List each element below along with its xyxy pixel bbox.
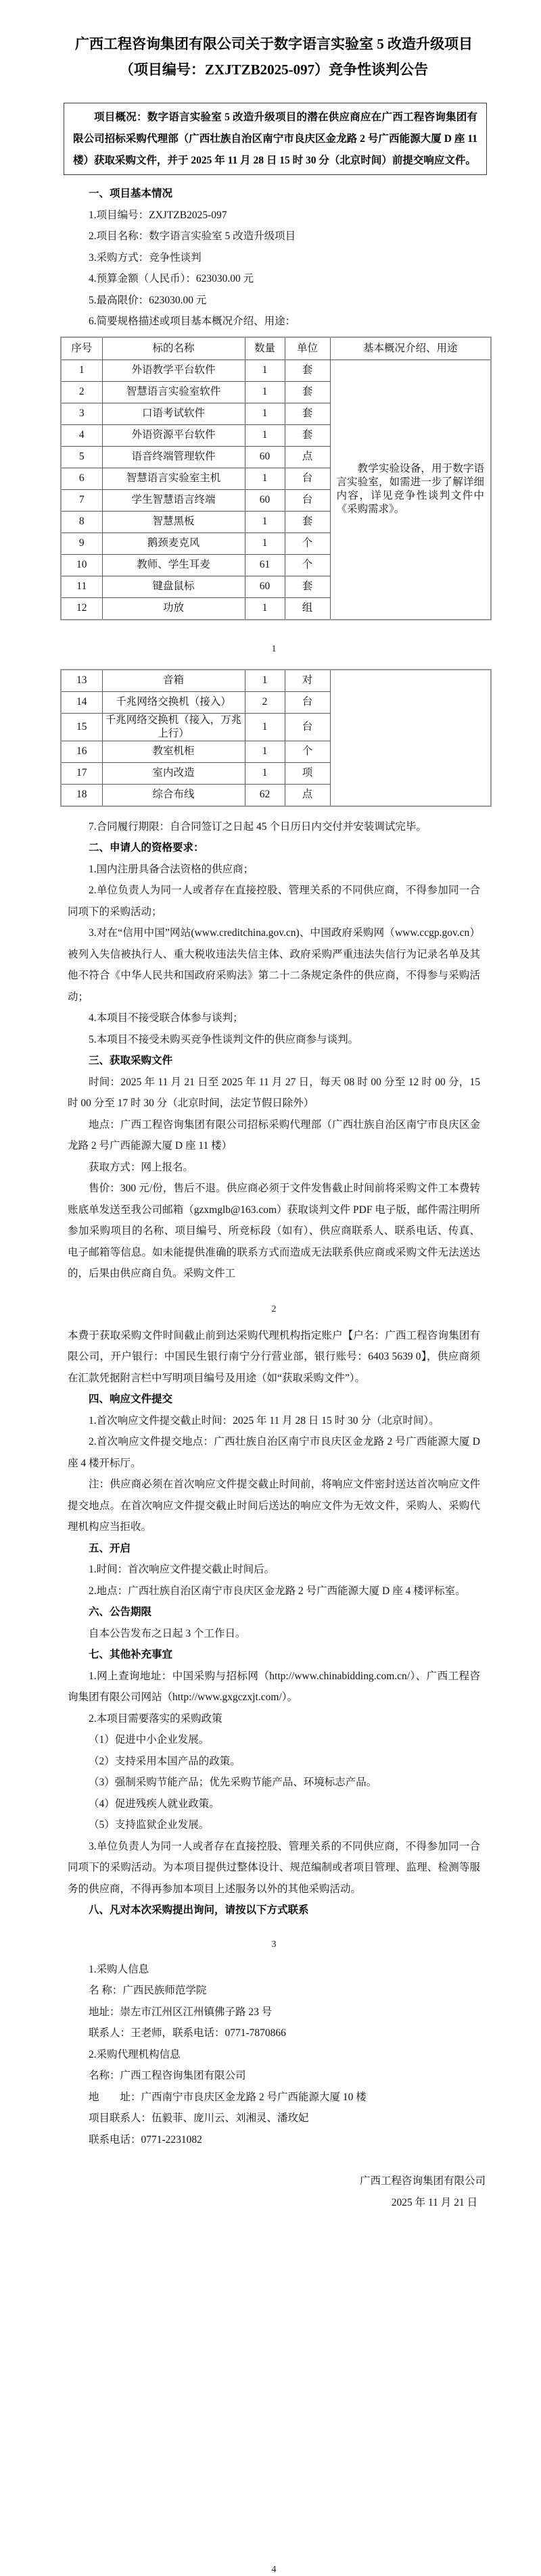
paragraph: （5）支持监狱企业发展。: [89, 1819, 210, 1831]
table-row: [61, 670, 491, 692]
paragraph: 名称：广西工程咨询集团有限公司: [89, 2070, 246, 2081]
table-cell: 4: [61, 424, 102, 446]
section-heading: 五、开启: [89, 1542, 131, 1554]
table-cell: 8: [61, 511, 102, 532]
table-cell: 15: [61, 713, 102, 741]
paragraph: 5.本项目不接受未购买竞争性谈判文件的供应商参与谈判。: [89, 1033, 359, 1045]
table-cell: 14: [61, 691, 102, 713]
table-cell: 1: [245, 424, 285, 446]
table-cell: 套: [285, 360, 330, 381]
table-cell: 3: [61, 403, 102, 424]
table-cell: 10: [61, 554, 102, 576]
section-basic-info: [68, 183, 480, 332]
table-cell: 教室机柜: [102, 741, 245, 762]
table-cell: 口语考试软件: [102, 403, 245, 424]
paragraph: 注：供应商必须在首次响应文件提交截止时间前，将响应文件密封送达首次响应文件提交地点。在首次响应文件提交截止时间后送达的响应文件为无效文件，采购人、采购代理机构应当拒收。: [68, 1479, 480, 1533]
paragraph: 6.简要规格描述或项目基本概况介绍、用途：: [89, 316, 296, 327]
paragraph: 1.项目编号：ZXJTZB2025-097: [89, 209, 227, 221]
paragraph: 联系人：王老师，联系电话：0771-7870866: [89, 2027, 286, 2039]
table-cell: 台: [285, 489, 330, 511]
paragraph: 地 址：广西南宁市良庆区金龙路 2 号广西能源大厦 10 楼: [89, 2091, 367, 2103]
section-submission-opening-other: [68, 1325, 480, 1921]
paragraph: 1.网上查询地址：中国采购与招标网（http://www.chinabidding.com.cn/）、广西工程咨询集团有限公司网站（http://www.gxgczxjt.com/）。: [68, 1670, 480, 1703]
table-cell: 60: [245, 489, 285, 511]
table-cell: 9: [61, 532, 102, 554]
paragraph: （3）强制采购节能产品；优先采购节能产品、环境标志产品。: [89, 1777, 377, 1788]
table-cell: 2: [245, 691, 285, 713]
page-number-1: 1: [271, 643, 277, 654]
table-cell: 功放: [102, 597, 245, 620]
section-heading: 七、其他补充事宜: [89, 1649, 173, 1660]
paragraph: 获取方式：网上报名。: [89, 1161, 194, 1173]
table-cell: 组: [285, 597, 330, 620]
table-cell: 套: [285, 424, 330, 446]
table-cell: 套: [285, 381, 330, 403]
paragraph: 1.首次响应文件提交截止时间：2025 年 11 月 28 日 15 时 30 分（北京时间）。: [89, 1414, 440, 1427]
paragraph: 3.采购方式：竞争性谈判: [89, 251, 202, 264]
table-cell: 智慧语言实验室软件: [102, 381, 245, 403]
paragraph: 2.本项目需要落实的采购政策: [89, 1712, 222, 1725]
section-heading: 八、凡对本次采购提出询问，请按以下方式联系: [89, 1904, 309, 1916]
table-cell: 教师、学生耳麦: [102, 554, 245, 576]
table-cell: 6: [61, 468, 102, 489]
table-note-cell: [330, 670, 491, 806]
table-cell: 1: [245, 532, 285, 554]
table-cell: 套: [285, 403, 330, 424]
table-note-cell: 教学实验设备，用于数字语言实验室，如需进一步了解详细内容，详见竞争性谈判文件中《采购需求》。: [330, 360, 491, 620]
signature-company: 广西工程咨询集团有限公司: [359, 2175, 486, 2187]
table-cell: 1: [245, 360, 285, 381]
paragraph: 2.采购代理机构信息: [89, 2048, 181, 2060]
paragraph: 4.本项目不接受联合体参与谈判；: [89, 1012, 243, 1024]
paragraph: 自本公告发布之日起 3 个工作日。: [89, 1627, 246, 1639]
table-cell: 千兆网络交换机（接入）: [102, 691, 245, 713]
table-cell: 对: [285, 670, 330, 692]
table-cell: 键盘鼠标: [102, 576, 245, 597]
table-cell: 1: [245, 597, 285, 620]
table-cell: 点: [285, 446, 330, 468]
goods-table-part1: [60, 337, 492, 620]
paragraph: （2）支持采用本国产品的政策。: [89, 1755, 241, 1767]
paragraph: 时间：2025 年 11 月 21 日至 2025 年 11 月 27 日，每天 08 时 00 分至 12 时 00 分，15 时 00 分至 17 时 30 分（北京时间，法定节假日除外）: [68, 1076, 480, 1109]
paragraph: 2.地点：广西壮族自治区南宁市良庆区金龙路 2 号广西能源大厦 D 座 4 楼评标室。: [89, 1585, 466, 1597]
signature-block: [68, 2171, 486, 2214]
table-cell: 音箱: [102, 670, 245, 692]
paragraph: 1.采购人信息: [89, 1963, 149, 1975]
paragraph: 项目联系人：伍毅菲、庞川云、刘湘灵、潘玫妃: [89, 2112, 309, 2124]
paragraph: 本费于获取采购文件时间截止前到达采购代理机构指定账户【户名：广西工程咨询集团有限公司，开户银行：中国民生银行南宁分行营业部，银行账号：6403 5639 0】，供应商须在汇款凭据附言栏中写明项目编号及用途（如“获取采购文件”）。: [68, 1329, 480, 1384]
goods-table-part2: [60, 669, 492, 807]
signature-date: 2025 年 11 月 21 日: [391, 2197, 477, 2208]
table-cell: 项: [285, 762, 330, 784]
paragraph: 2.首次响应文件提交地点：广西壮族自治区南宁市良庆区金龙路 2 号广西能源大厦 D 座 4 楼开标厅。: [68, 1436, 480, 1469]
table-row: [61, 360, 491, 381]
paragraph: 4.预算金额（人民币）：623030.00 元: [89, 273, 254, 284]
table-header-cell: 标的名称: [102, 337, 245, 360]
table-cell: 台: [285, 691, 330, 713]
table-cell: 1: [245, 468, 285, 489]
section-heading: 一、项目基本情况: [89, 188, 173, 199]
table-cell: 1: [245, 381, 285, 403]
project-overview-text: 项目概况：数字语言实验室 5 改造升级项目的潜在供应商应在广西工程咨询集团有限公司招标采购代理部（广西壮族自治区南宁市良庆区金龙路 2 号广西能源大厦 D 座 11 楼）获取采购文件，并于 2025 年 11 月 28 日 15 时 30 分（北京时间）前提交响应文件。: [73, 112, 477, 166]
paragraph: 1.时间：首次响应文件提交截止时间后。: [89, 1564, 275, 1575]
table-cell: 室内改造: [102, 762, 245, 784]
page-number-2: 2: [271, 1304, 277, 1314]
table-header-cell: 数量: [245, 337, 285, 360]
document-title: [68, 31, 480, 82]
table-cell: 智慧语言实验室主机: [102, 468, 245, 489]
page-number-3: 3: [271, 1939, 277, 1950]
table-cell: 1: [61, 360, 102, 381]
table-cell: 智慧黑板: [102, 511, 245, 532]
table-cell: 外语资源平台软件: [102, 424, 245, 446]
table-cell: 点: [285, 784, 330, 806]
paragraph: 地点：广西工程咨询集团有限公司招标采购代理部（广西壮族自治区南宁市良庆区金龙路 2 号广西能源大厦 D 座 11 楼）: [68, 1118, 480, 1151]
table-cell: 外语教学平台软件: [102, 360, 245, 381]
paragraph: 2.项目名称：数字语言实验室 5 改造升级项目: [89, 230, 296, 242]
table-header-row: [61, 337, 491, 360]
section-contacts: [68, 1959, 480, 2151]
title-line-2: （项目编号：ZXJTZB2025-097）竞争性谈判公告: [119, 61, 429, 78]
table-cell: 62: [245, 784, 285, 806]
table-cell: 个: [285, 532, 330, 554]
paragraph: （1）促进中小企业发展。: [89, 1734, 210, 1745]
table-cell: 17: [61, 762, 102, 784]
table-cell: 鹅颈麦克风: [102, 532, 245, 554]
paragraph: 名 称：广西民族师范学院: [89, 1985, 207, 1996]
table-cell: 11: [61, 576, 102, 597]
table-header-cell: 单位: [285, 337, 330, 360]
title-line-1: 广西工程咨询集团有限公司关于数字语言实验室 5 改造升级项目: [75, 36, 473, 52]
table-cell: 1: [245, 741, 285, 762]
section-heading: 六、公告期限: [89, 1606, 152, 1618]
section-heading: 四、响应文件提交: [89, 1393, 173, 1405]
paragraph: 5.最高限价：623030.00 元: [89, 294, 207, 306]
table-cell: 1: [245, 670, 285, 692]
paragraph: 联系电话：0771-2231082: [89, 2133, 202, 2146]
table-cell: 5: [61, 446, 102, 468]
table-cell: 7: [61, 489, 102, 511]
table-cell: 综合布线: [102, 784, 245, 806]
table-cell: 1: [245, 762, 285, 784]
paragraph: 地址：崇左市江州区江州镇佛子路 23 号: [89, 2006, 273, 2018]
table-cell: 18: [61, 784, 102, 806]
paragraph: 售价：300 元/份，售后不退。供应商必须于文件发售截止时间前将采购文件工本费转账底单发送至我公司邮箱（gzxmglb@163.com）获取谈判文件 PDF 电子版，邮件需注明所参加采购项目的名称、项目编号、所竞标段（如有）、供应商联系人、联系电话、传真、电子邮箱等信息。如未能提供准确的联系方式而造成无法联系供应商或采购文件无法送达的，后果由供应商自负。采购文件工: [68, 1183, 480, 1279]
table-cell: 2: [61, 381, 102, 403]
section-heading: 二、申请人的资格要求：: [89, 842, 204, 853]
table-cell: 学生智慧语言终端: [102, 489, 245, 511]
table-cell: 1: [245, 511, 285, 532]
paragraph: 3.单位负责人为同一人或者存在直接控股、管理关系的不同供应商，不得参加同一合同项下的采购活动。为本项目提供过整体设计、规范编制或者项目管理、监理、检测等服务的供应商，不得再参加本项目上述服务以外的其他采购活动。: [68, 1840, 480, 1895]
table-cell: 61: [245, 554, 285, 576]
table-cell: 个: [285, 741, 330, 762]
section-heading: 三、获取采购文件: [89, 1055, 173, 1066]
paragraph: （4）促进残疾人就业政策。: [89, 1798, 220, 1810]
table-header-cell: 序号: [61, 337, 102, 360]
section-qualifications-and-documents: [68, 816, 480, 1285]
table-cell: 千兆网络交换机（接入，万兆上行）: [102, 713, 245, 741]
table-cell: 16: [61, 741, 102, 762]
table-cell: 60: [245, 576, 285, 597]
paragraph: 2.单位负责人为同一人或者存在直接控股、管理关系的不同供应商，不得参加同一合同项下的采购活动；: [68, 885, 480, 918]
page-number-4: 4: [271, 2565, 277, 2575]
table-cell: 12: [61, 597, 102, 620]
table-cell: 台: [285, 713, 330, 741]
project-overview-box: [64, 103, 487, 175]
table-cell: 语音终端管理软件: [102, 446, 245, 468]
table-cell: 1: [245, 403, 285, 424]
table-cell: 13: [61, 670, 102, 692]
table-cell: 台: [285, 468, 330, 489]
table-header-cell: 基本概况介绍、用途: [330, 337, 491, 360]
paragraph: 7.合同履行期限：自合同签订之日起 45 个日历日内交付并安装调试完毕。: [89, 820, 427, 833]
table-cell: 1: [245, 713, 285, 741]
paragraph: 3.对在“信用中国”网站(www.creditchina.gov.cn)、中国政府采购网（www.ccgp.gov.cn）被列入失信被执行人、重大税收违法失信主体、政府采购严重违法失信行为记录名单及其他不符合《中华人民共和国政府采购法》第二十二条规定条件的供应商，不得参与采购活动；: [68, 927, 480, 1003]
table-cell: 套: [285, 576, 330, 597]
table-cell: 套: [285, 511, 330, 532]
table-cell: 60: [245, 446, 285, 468]
table-cell: 个: [285, 554, 330, 576]
paragraph: 1.国内注册具备合法资格的供应商；: [89, 863, 254, 875]
